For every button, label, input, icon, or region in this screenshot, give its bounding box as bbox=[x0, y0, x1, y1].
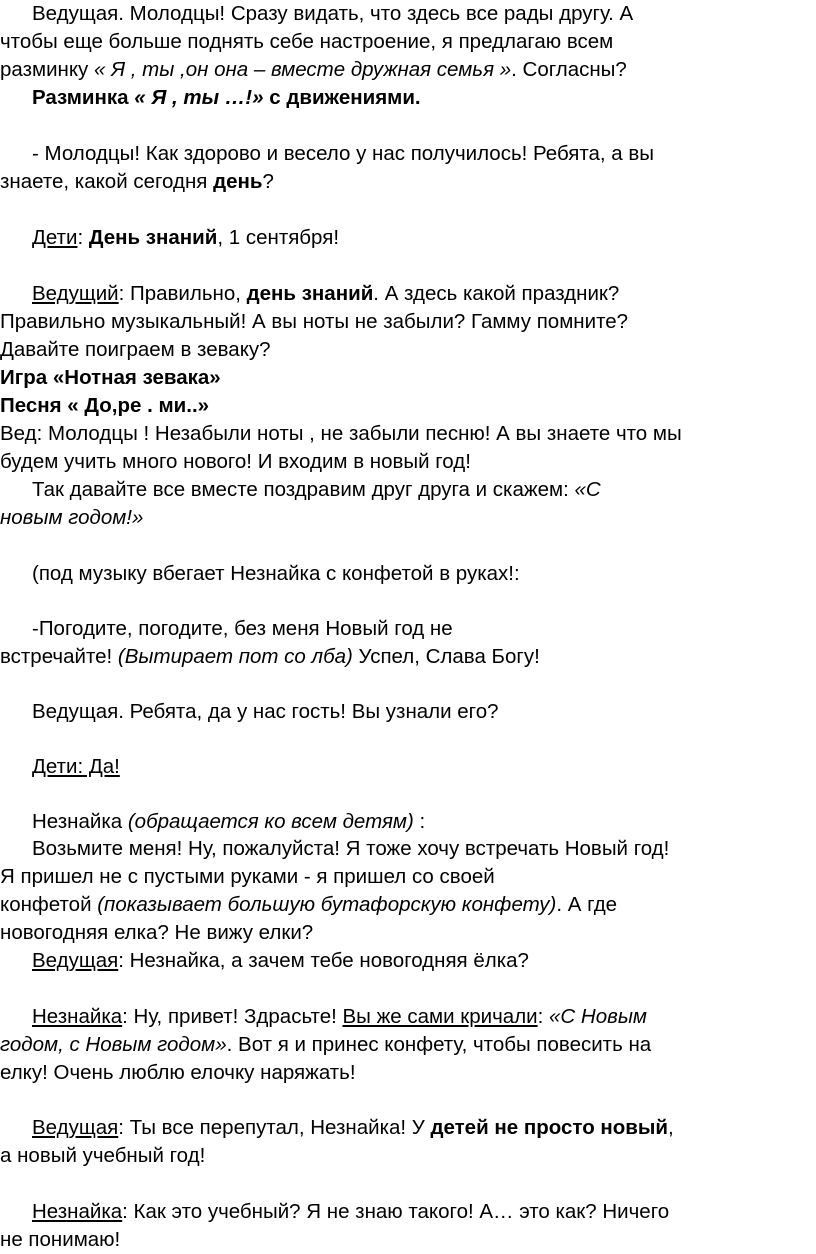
text-run: (показывает большую бутафорскую конфету) bbox=[97, 893, 557, 916]
text-run: знаете, какой сегодня bbox=[0, 170, 214, 193]
text-line bbox=[32, 140, 816, 168]
text-run: Вы же сами кричали bbox=[342, 1005, 538, 1028]
text-run: « Я , ты …!» bbox=[134, 86, 264, 109]
text-run: Успел, Слава Богу! bbox=[352, 645, 540, 668]
text-run: : bbox=[537, 1005, 550, 1028]
text-line bbox=[0, 308, 816, 336]
text-line bbox=[32, 0, 816, 28]
text-line bbox=[32, 947, 816, 975]
text-line bbox=[32, 1198, 816, 1226]
text-run: новогодняя елка? Не вижу елки? bbox=[0, 921, 314, 944]
text-run: (под музыку вбегает Незнайка с конфетой в руках!: bbox=[32, 562, 520, 585]
text-run: Давайте поиграем в зеваку? bbox=[0, 338, 271, 361]
text-run: День знаний bbox=[88, 226, 218, 249]
text-run: Ведущий bbox=[32, 282, 119, 305]
text-run: Ведущая bbox=[32, 1116, 119, 1139]
text-run: (Вытирает пот со лба) bbox=[117, 645, 353, 668]
text-run: , bbox=[668, 1116, 674, 1139]
text-run: новым годом!» bbox=[0, 506, 144, 529]
text-line bbox=[0, 392, 816, 420]
text-line bbox=[32, 476, 816, 504]
text-run: . Вот я и принес конфету, чтобы повесить на bbox=[226, 1033, 652, 1056]
text-line bbox=[32, 808, 816, 836]
text-line bbox=[0, 643, 816, 671]
text-run: Игра «Нотная зевака» bbox=[0, 366, 221, 389]
text-run: . Согласны? bbox=[511, 58, 627, 81]
text-line bbox=[32, 1114, 816, 1142]
text-run: -Погодите, погодите, без меня Новый год не bbox=[32, 617, 453, 640]
text-line bbox=[0, 863, 816, 891]
text-run: детей не просто новый bbox=[430, 1116, 669, 1139]
text-line bbox=[0, 1031, 816, 1059]
text-run: «С bbox=[574, 478, 601, 501]
text-run: будем учить много нового! И входим в новый год! bbox=[0, 450, 471, 473]
text-line bbox=[0, 1059, 816, 1087]
text-run: . А где bbox=[556, 893, 618, 916]
text-run: Возьмите меня! Ну, пожалуйста! Я тоже хочу встречать Новый год! bbox=[32, 837, 670, 860]
text-run: (обращается ко всем детям) bbox=[127, 810, 414, 833]
text-run: Незнайка bbox=[32, 1200, 123, 1223]
text-run: Незнайка bbox=[32, 1005, 123, 1028]
text-line bbox=[0, 504, 816, 532]
text-run: Так давайте все вместе поздравим друг друга и скажем: bbox=[32, 478, 575, 501]
text-line bbox=[32, 698, 816, 726]
text-line bbox=[32, 615, 816, 643]
text-run: : Ну, привет! Здрасьте! bbox=[122, 1005, 343, 1028]
text-run: день знаний bbox=[246, 282, 374, 305]
text-line bbox=[32, 835, 816, 863]
text-line bbox=[32, 84, 816, 112]
text-line bbox=[0, 1142, 816, 1170]
text-line bbox=[0, 336, 816, 364]
text-run: : Правильно, bbox=[118, 282, 247, 305]
text-line bbox=[32, 224, 816, 252]
text-line bbox=[0, 891, 816, 919]
text-run: Ведущая. Ребята, да у нас гость! Вы узнали его? bbox=[32, 700, 499, 723]
text-line bbox=[0, 364, 816, 392]
text-line bbox=[32, 280, 816, 308]
text-run: : Незнайка, а зачем тебе новогодняя ёлка? bbox=[118, 949, 529, 972]
text-run: «С Новым bbox=[549, 1005, 647, 1028]
text-line bbox=[0, 420, 816, 448]
text-run: Разминка bbox=[32, 86, 135, 109]
text-run: конфетой bbox=[0, 893, 98, 916]
text-run: : bbox=[77, 226, 89, 249]
text-run: елку! Очень люблю елочку наряжать! bbox=[0, 1061, 356, 1084]
text-run: : bbox=[413, 810, 426, 833]
text-run: - Молодцы! Как здорово и весело у нас получилось! Ребята, а вы bbox=[32, 142, 655, 165]
text-run: Дети: Да! bbox=[32, 755, 120, 778]
text-run: : Ты все перепутал, Незнайка! У bbox=[118, 1116, 431, 1139]
text-run: ? bbox=[262, 170, 274, 193]
text-run: день bbox=[213, 170, 263, 193]
text-run: разминку bbox=[0, 58, 94, 81]
text-line bbox=[0, 919, 816, 947]
text-run: , 1 сентября! bbox=[217, 226, 340, 249]
text-line bbox=[32, 753, 816, 781]
text-run: Вед: Молодцы ! Незабыли ноты , не забыли песню! А вы знаете что мы bbox=[0, 422, 682, 445]
text-run: : Как это учебный? Я не знаю такого! А… это как? Ничего bbox=[122, 1200, 670, 1223]
text-run: . А здесь какой праздник? bbox=[373, 282, 620, 305]
text-run: « Я , ты ,он она – вместе дружная семья » bbox=[93, 58, 512, 81]
text-run: годом, с Новым годом» bbox=[0, 1033, 227, 1056]
text-line bbox=[0, 168, 816, 196]
text-run: Ведущая bbox=[32, 949, 119, 972]
text-line bbox=[0, 28, 816, 56]
text-run: с движениями. bbox=[263, 86, 421, 109]
text-run: а новый учебный год! bbox=[0, 1144, 206, 1167]
text-run: Песня « До,ре . ми..» bbox=[0, 394, 210, 417]
text-run: Правильно музыкальный! А вы ноты не забыли? Гамму помните? bbox=[0, 310, 629, 333]
text-line bbox=[0, 448, 816, 476]
text-run: Я пришел не с пустыми руками - я пришел со своей bbox=[0, 865, 495, 888]
text-run: не понимаю! bbox=[0, 1228, 121, 1251]
text-line bbox=[32, 560, 816, 588]
text-line bbox=[32, 1003, 816, 1031]
text-line bbox=[0, 56, 816, 84]
text-run: Незнайка bbox=[32, 810, 128, 833]
text-line bbox=[0, 1226, 816, 1254]
text-run: чтобы еще больше поднять себе настроение, я предлагаю всем bbox=[0, 30, 614, 53]
text-run: Дети bbox=[32, 226, 78, 249]
text-run: Ведущая. Молодцы! Сразу видать, что здесь все рады другу. А bbox=[32, 2, 634, 25]
text-run: встречайте! bbox=[0, 645, 118, 668]
